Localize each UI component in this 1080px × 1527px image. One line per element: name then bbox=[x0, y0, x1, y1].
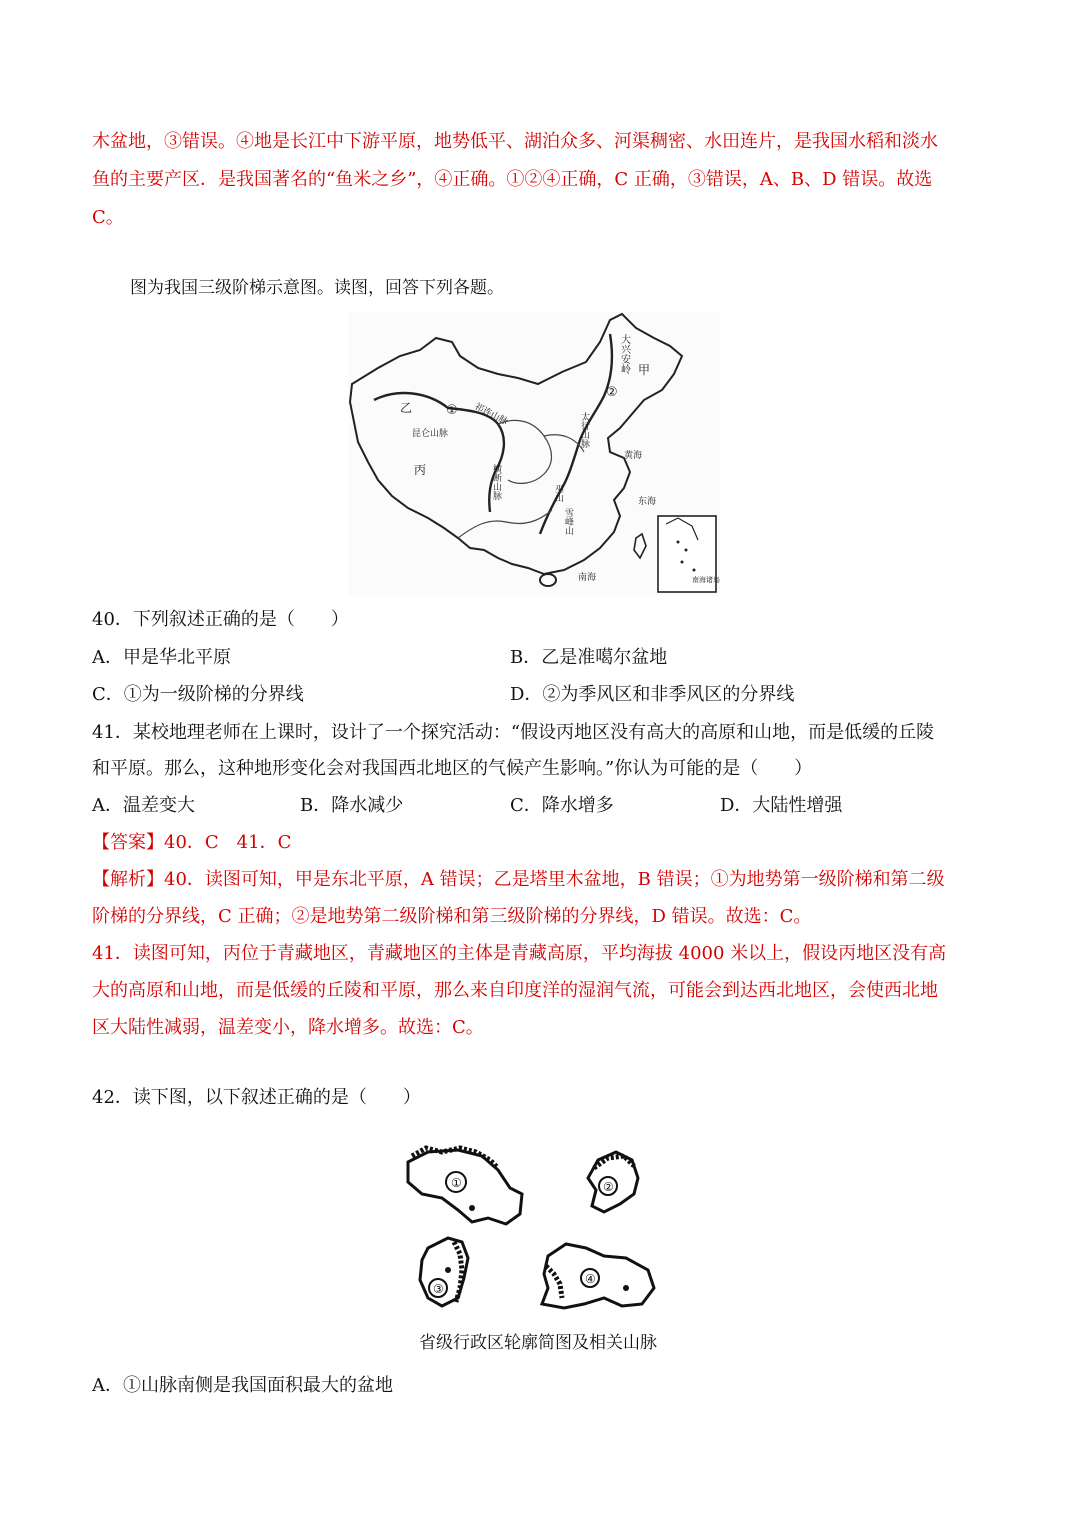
label-yi: 乙 bbox=[400, 401, 413, 415]
label-province-3: ③ bbox=[433, 1282, 444, 1296]
q41-option-b: B．降水减少 bbox=[300, 795, 404, 816]
figure-caption: 省级行政区轮廓简图及相关山脉 bbox=[419, 1333, 657, 1353]
province-outline-figure bbox=[398, 1138, 678, 1358]
explanation-line: 鱼的主要产区．是我国著名的“鱼米之乡”，④正确。①②④正确，C 正确，③错误，A、B、D 错误。故选 bbox=[92, 169, 933, 190]
label-donghai: 东海 bbox=[638, 497, 657, 507]
question-intro: 图为我国三级阶梯示意图。读图，回答下列各题。 bbox=[130, 278, 504, 298]
q41-option-c: C．降水增多 bbox=[510, 795, 614, 816]
q41-stem: 41．某校地理老师在上课时，设计了一个探究活动：“假设丙地区没有高大的高原和山地，而是低缓的丘陵 bbox=[92, 722, 935, 743]
explanation-line: 木盆地，③错误。④地是长江中下游平原，地势低平、湖泊众多、河渠稠密、水田连片，是我国水稻和淡水 bbox=[92, 131, 938, 152]
q40-option-d: D．②为季风区和非季风区的分界线 bbox=[510, 684, 795, 705]
label-hengduan: 横断山脉 bbox=[491, 464, 501, 500]
q42-stem: 42．读下图，以下叙述正确的是（ ） bbox=[92, 1087, 421, 1108]
q40-option-b: B．乙是准噶尔盆地 bbox=[510, 647, 668, 668]
analysis-line: 41．读图可知，丙位于青藏地区，青藏地区的主体是青藏高原，平均海拔 4000 米以上，假设丙地区没有高 bbox=[92, 943, 947, 964]
q40-stem: 40．下列叙述正确的是（ ） bbox=[92, 609, 349, 630]
label-province-1: ① bbox=[451, 1176, 462, 1190]
label-kunlun: 昆仑山脉 bbox=[412, 429, 449, 439]
china-terrain-map bbox=[348, 312, 720, 596]
label-jia: 甲 bbox=[638, 363, 651, 377]
explanation-line: C。 bbox=[92, 207, 124, 228]
q41-stem: 和平原。那么，这种地形变化会对我国西北地区的气候产生影响。”你认为可能的是（ ） bbox=[92, 758, 813, 779]
label-daxinganling: 大兴安岭 bbox=[618, 334, 630, 374]
answer: 【答案】40．C 41．C bbox=[92, 832, 292, 853]
analysis-line: 大的高原和山地，而是低缓的丘陵和平原，那么来自印度洋的湿润气流，可能会到达西北地区，会使西北地 bbox=[92, 980, 938, 1001]
q41-option-d: D．大陆性增强 bbox=[720, 795, 843, 816]
label-circle-1: ① bbox=[446, 403, 458, 418]
label-qilian: 祁连山脉 bbox=[472, 401, 510, 428]
q41-option-a: A．温差变大 bbox=[92, 795, 195, 816]
label-circle-2: ② bbox=[606, 385, 618, 400]
analysis-line: 【解析】40．读图可知，甲是东北平原，A 错误；乙是塔里木盆地，B 错误；①为地势第一级阶梯和第二级 bbox=[92, 869, 945, 890]
q40-option-a: A．甲是华北平原 bbox=[92, 647, 231, 668]
label-province-4: ④ bbox=[585, 1272, 596, 1286]
label-huanghai: 黄海 bbox=[624, 451, 643, 461]
label-xuefeng: 雪峰山 bbox=[563, 508, 573, 535]
q42-option-a: A．①山脉南侧是我国面积最大的盆地 bbox=[92, 1375, 393, 1396]
analysis-line: 阶梯的分界线，C 正确；②是地势第二级阶梯和第三级阶梯的分界线，D 错误。故选：C。 bbox=[92, 906, 812, 927]
analysis-line: 区大陆性减弱，温差变小，降水增多。故选：C。 bbox=[92, 1017, 484, 1038]
label-nanhai: 南海 bbox=[578, 573, 597, 583]
label-nanhai-islands: 南海诸岛 bbox=[692, 576, 720, 584]
q40-option-c: C．①为一级阶梯的分界线 bbox=[92, 684, 304, 705]
label-province-2: ② bbox=[603, 1180, 614, 1194]
label-bing: 丙 bbox=[414, 463, 427, 477]
label-wushan: 巫山 bbox=[553, 484, 563, 502]
label-taihang: 太行山脉 bbox=[579, 412, 589, 448]
